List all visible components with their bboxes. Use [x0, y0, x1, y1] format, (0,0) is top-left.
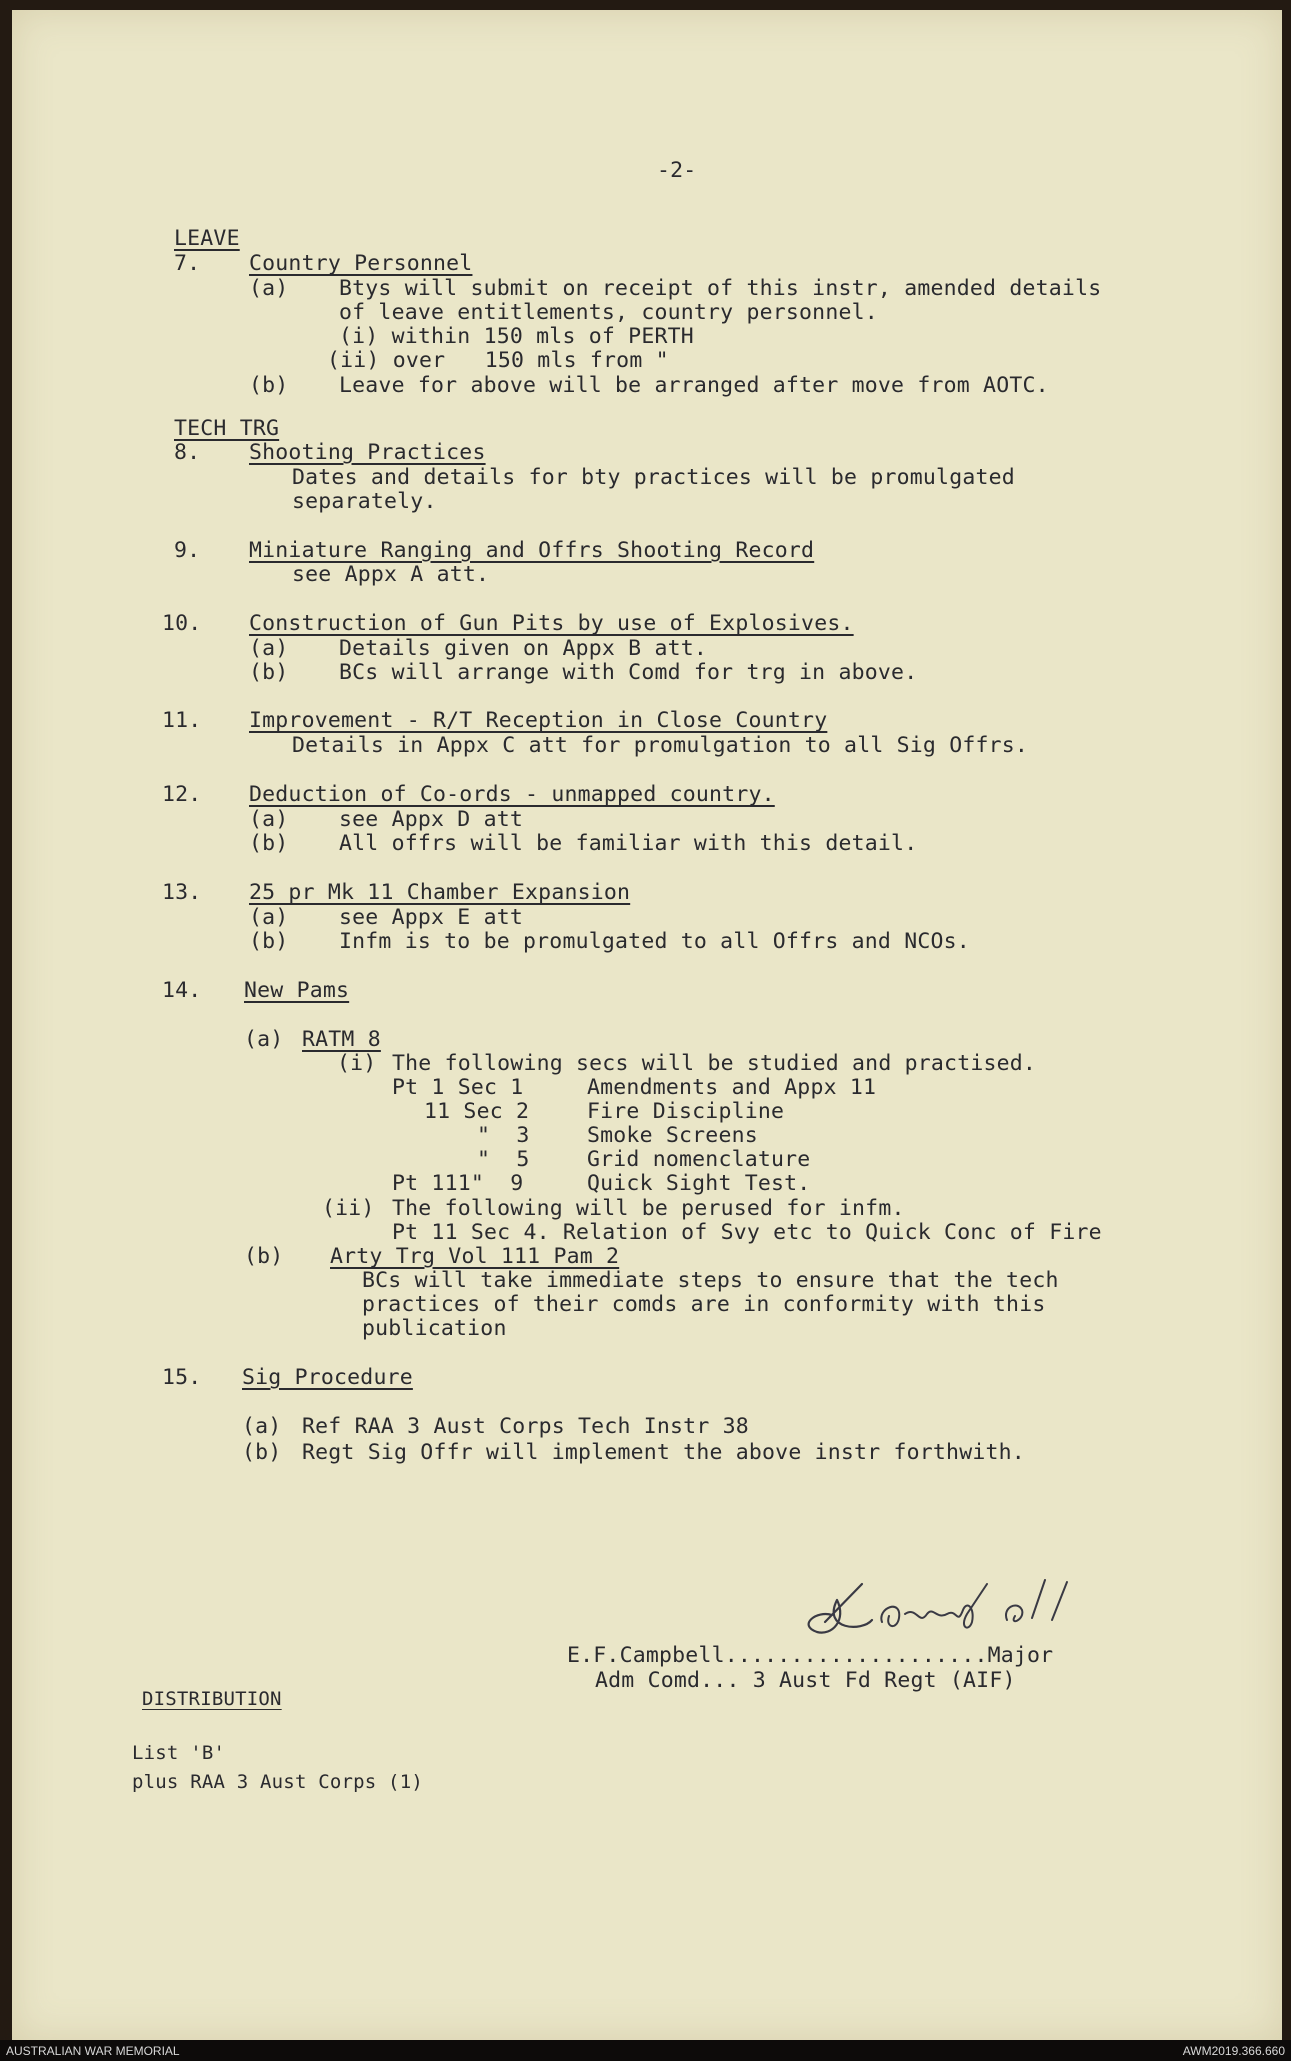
page-number: -2- [657, 158, 697, 183]
item-title: Construction of Gun Pits by use of Explosives. [249, 611, 854, 636]
sub-title: RATM 8 [302, 1027, 381, 1052]
item-text: (i) within 150 mls of PERTH [339, 324, 694, 349]
item-text: The following secs will be studied and practised. [392, 1051, 1037, 1076]
item-text: Infm is to be promulgated to all Offrs and NCOs. [339, 929, 970, 954]
item-text: Dates and details for bty practices will be promulgated [292, 465, 1015, 490]
item-number: 7. [174, 251, 201, 276]
sub-label: (b) [242, 1440, 282, 1465]
item-title: Shooting Practices [249, 440, 486, 465]
sub-label: (i) [337, 1051, 377, 1076]
item-text: Regt Sig Offr will implement the above instr forthwith. [302, 1440, 1025, 1465]
document-page [12, 10, 1282, 2040]
signatory-name-line: E.F.Campbell....................Major [567, 1643, 1054, 1668]
item-number: 14. [162, 978, 202, 1003]
item-text: The following will be perused for infm. [392, 1196, 905, 1221]
item-text: (ii) over 150 mls from " [327, 348, 669, 373]
sub-label: (a) [249, 807, 289, 832]
sub-label: (b) [249, 660, 289, 685]
item-number: 13. [162, 880, 202, 905]
sub-label: (a) [249, 905, 289, 930]
section-heading-tech-trg: TECH TRG [174, 416, 280, 441]
item-text: separately. [292, 489, 437, 514]
item-number: 15. [162, 1365, 202, 1390]
sub-label: (a) [249, 636, 289, 661]
item-title: Sig Procedure [242, 1365, 413, 1390]
item-text: publication [362, 1316, 507, 1341]
sub-label: (b) [249, 831, 289, 856]
footer-accession-number: AWM2019.366.660 [1182, 2044, 1285, 2058]
list-item-ref: Pt 1 Sec 1 [392, 1075, 524, 1100]
item-text: Btys will submit on receipt of this instr, amended details [339, 276, 1102, 301]
sub-label: (b) [249, 929, 289, 954]
item-text: see Appx A att. [292, 562, 490, 587]
item-number: 11. [162, 708, 202, 733]
item-title: New Pams [244, 978, 350, 1003]
list-item-ref: " 5 [477, 1147, 530, 1172]
item-text: Details given on Appx B att. [339, 636, 708, 661]
list-item-desc: Quick Sight Test. [587, 1171, 811, 1196]
item-title: Improvement - R/T Reception in Close Country [249, 708, 828, 733]
item-title: Miniature Ranging and Offrs Shooting Record [249, 538, 815, 563]
list-item-desc: Amendments and Appx 11 [587, 1075, 877, 1100]
item-text: practices of their comds are in conformity with this [362, 1292, 1046, 1317]
sub-label: (b) [249, 373, 289, 398]
sub-label: (ii) [322, 1196, 375, 1221]
list-item-ref: Pt 111" 9 [392, 1171, 524, 1196]
item-number: 10. [162, 611, 202, 636]
distribution-line: plus RAA 3 Aust Corps (1) [132, 1771, 423, 1793]
item-text: see Appx E att [339, 905, 524, 930]
item-number: 9. [174, 538, 201, 563]
sub-label: (a) [244, 1027, 284, 1052]
item-text: Details in Appx C att for promulgation to all Sig Offrs. [292, 733, 1029, 758]
sub-label: (b) [244, 1244, 284, 1269]
item-number: 8. [174, 440, 201, 465]
item-number: 12. [162, 782, 202, 807]
list-item-desc: Fire Discipline [587, 1099, 785, 1124]
signatory-appointment: Adm Comd... 3 Aust Fd Regt (AIF) [595, 1668, 1016, 1693]
footer-source: AUSTRALIAN WAR MEMORIAL [6, 2044, 180, 2058]
distribution-line: List 'B' [132, 1742, 226, 1764]
item-title: Country Personnel [249, 251, 473, 276]
list-item-desc: Smoke Screens [587, 1123, 758, 1148]
list-item-desc: Grid nomenclature [587, 1147, 811, 1172]
item-text: Pt 11 Sec 4. Relation of Svy etc to Quick Conc of Fire [392, 1220, 1102, 1245]
item-text: Ref RAA 3 Aust Corps Tech Instr 38 [302, 1414, 749, 1439]
section-heading-leave: LEAVE [174, 226, 240, 251]
footer-strip [0, 2040, 1291, 2061]
sub-title: Arty Trg Vol 111 Pam 2 [330, 1244, 620, 1269]
distribution-heading: DISTRIBUTION [142, 1688, 282, 1710]
item-text: All offrs will be familiar with this detail. [339, 831, 918, 856]
item-title: Deduction of Co-ords - unmapped country. [249, 782, 775, 807]
item-text: BCs will take immediate steps to ensure that the tech [362, 1268, 1059, 1293]
list-item-ref: " 3 [477, 1123, 530, 1148]
sub-label: (a) [249, 276, 289, 301]
item-text: BCs will arrange with Comd for trg in above. [339, 660, 918, 685]
list-item-ref: 11 Sec 2 [424, 1099, 530, 1124]
item-text: see Appx D att [339, 807, 524, 832]
sub-label: (a) [242, 1414, 282, 1439]
item-text: Leave for above will be arranged after move from AOTC. [339, 373, 1049, 398]
item-title: 25 pr Mk 11 Chamber Expansion [249, 880, 631, 905]
item-text: of leave entitlements, country personnel. [339, 300, 878, 325]
